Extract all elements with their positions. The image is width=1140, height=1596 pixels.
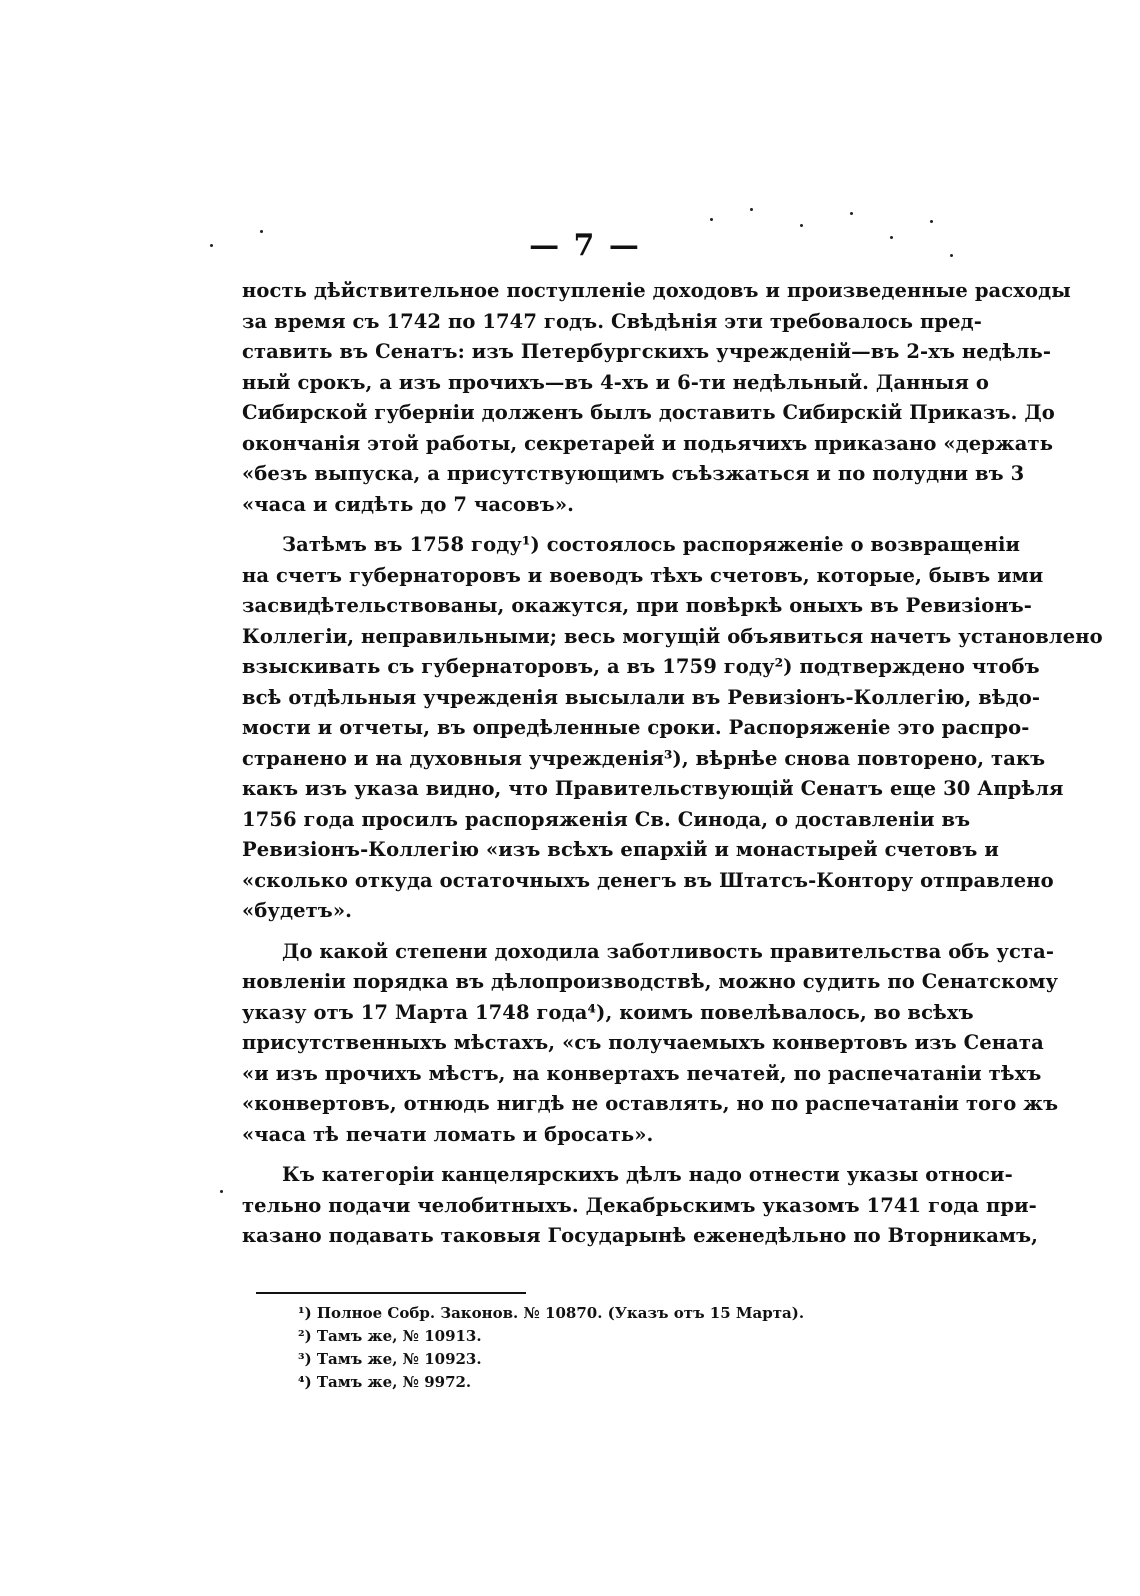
text-line: взыскивать съ губернаторовъ, а въ 1759 году²) подтверждено чтобъ (242, 655, 1040, 678)
text-line: Затѣмъ въ 1758 году¹) состоялось распоряженіе о возвращеніи (282, 533, 1021, 556)
text-line: тельно подачи челобитныхъ. Декабрьскимъ указомъ 1741 года при- (242, 1193, 1037, 1217)
body-text (242, 276, 1103, 1252)
text-line: «конвертовъ, отнюдь нигдѣ не оставлять, но по распечатаніи того жъ (242, 1092, 1059, 1115)
text-line: «будетъ». (242, 899, 352, 922)
text-line: Коллегіи, неправильными; весь могущій объявиться начетъ установлено (242, 624, 1103, 648)
text-line: «часа и сидѣть до 7 часовъ». (242, 492, 575, 516)
footnotes (298, 1302, 898, 1394)
scan-speckle (750, 208, 753, 211)
text-line: присутственныхъ мѣстахъ, «съ получаемыхъ конвертовъ изъ Сената (242, 1031, 1044, 1054)
text-line: мости и отчеты, въ опредѣленные сроки. Распоряженіе это распро- (242, 716, 1030, 739)
page-number: — 7 — (529, 228, 641, 263)
paragraph (242, 937, 1059, 1151)
footnote: ⁴) Тамъ же, № 9972. (298, 1373, 472, 1391)
text-line: всѣ отдѣльныя учрежденія высылали въ Ревизіонъ-Коллегію, вѣдо- (242, 685, 1041, 709)
paragraph (242, 530, 1103, 927)
footnote: ¹) Полное Собр. Законов. № 10870. (Указъ отъ 15 Марта). (298, 1304, 805, 1322)
text-line: До какой степени доходила заботливость правительства объ уста- (282, 939, 1055, 963)
text-line: странено и на духовныя учрежденія³), вѣрнѣе снова повторено, такъ (242, 746, 1046, 770)
scan-speckle (710, 218, 713, 221)
text-line: Ревизіонъ-Коллегію «изъ всѣхъ епархій и монастырей счетовъ и (242, 838, 999, 861)
text-line: Сибирской губерніи долженъ былъ доставить Сибирскій Приказъ. До (242, 401, 1055, 424)
scan-speckle (800, 224, 803, 227)
footnote: ³) Тамъ же, № 10923. (298, 1350, 482, 1368)
scan-speckle (850, 212, 853, 215)
text-line: ставить въ Сенатъ: изъ Петербургскихъ учрежденій—въ 2-хъ недѣль- (242, 340, 1052, 363)
text-line: «сколько откуда остаточныхъ денегъ въ Штатсъ-Контору отправлено (242, 868, 1054, 892)
text-line: на счетъ губернаторовъ и воеводъ тѣхъ счетовъ, которые, бывъ ими (242, 563, 1044, 587)
paragraph (242, 1160, 1039, 1252)
text-line: 1756 года просилъ распоряженія Св. Синода, о доставленіи въ (242, 807, 971, 831)
text-line: указу отъ 17 Марта 1748 года⁴), коимъ повелѣвалось, во всѣхъ (242, 1000, 974, 1024)
text-line: новленіи порядка въ дѣлопроизводствѣ, можно судить по Сенатскому (242, 970, 1059, 993)
text-line: ность дѣйствительное поступленіе доходовъ и произведенные расходы (242, 279, 1071, 302)
text-line: «и изъ прочихъ мѣстъ, на конвертахъ печатей, по распечатаніи тѣхъ (242, 1061, 1042, 1085)
scanned-page (190, 190, 1103, 1430)
footnote-divider (256, 1292, 526, 1294)
text-line: ный срокъ, а изъ прочихъ—въ 4-хъ и 6-ти недѣльный. Данныя о (242, 370, 989, 394)
text-line: засвидѣтельствованы, окажутся, при повѣркѣ оныхъ въ Ревизіонъ- (242, 594, 1032, 617)
text-line: за время съ 1742 по 1747 годъ. Свѣдѣнія эти требовалось пред- (242, 309, 982, 333)
text-line: Къ категоріи канцелярскихъ дѣлъ надо отнести указы относи- (282, 1163, 1013, 1186)
text-line: «часа тѣ печати ломать и бросать». (242, 1122, 654, 1146)
text-line: «безъ выпуска, а присутствующимъ съѣзжаться и по полудни въ 3 (242, 462, 1025, 485)
footnote: ²) Тамъ же, № 10913. (298, 1327, 482, 1345)
scan-speckle (220, 1190, 223, 1193)
paragraph (242, 276, 1071, 520)
text-line: казано подавать таковыя Государынѣ еженедѣльно по Вторникамъ, (242, 1224, 1039, 1247)
text-line: окончанія этой работы, секретарей и подьячихъ приказано «держать (242, 431, 1054, 455)
scan-speckle (930, 220, 933, 223)
text-line: какъ изъ указа видно, что Правительствующій Сенатъ еще 30 Апрѣля (242, 777, 1064, 800)
